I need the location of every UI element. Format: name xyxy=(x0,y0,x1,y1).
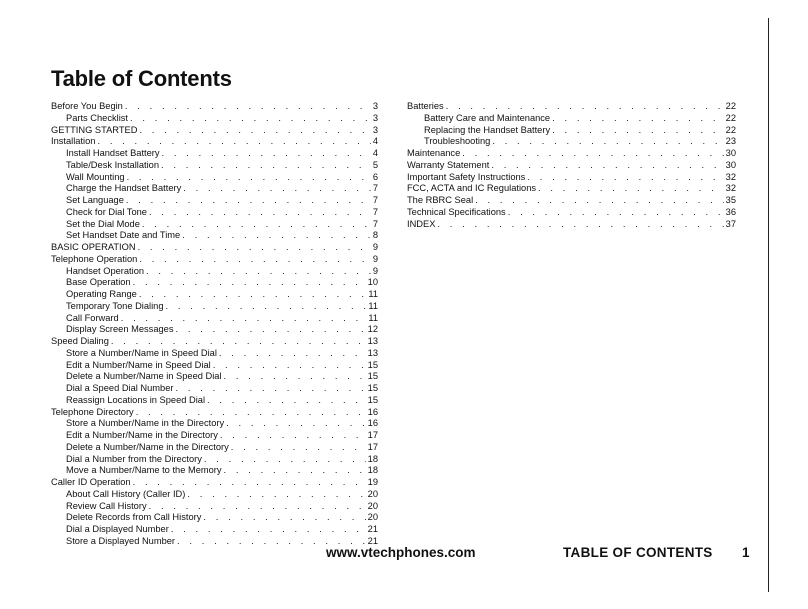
toc-entry-page: 21 xyxy=(367,535,378,546)
toc-entry[interactable] xyxy=(51,148,378,160)
toc-entry-page: 10 xyxy=(367,277,378,288)
toc-entry-page: 20 xyxy=(367,512,378,523)
toc-dot-leader xyxy=(231,442,366,454)
toc-entry-page: 32 xyxy=(725,183,736,194)
toc-entry-label: Install Handset Battery xyxy=(66,148,160,158)
toc-dot-leader xyxy=(204,454,366,466)
toc-entry[interactable] xyxy=(407,101,736,113)
toc-entry-page: 17 xyxy=(367,441,378,452)
toc-entry[interactable] xyxy=(51,207,378,219)
page-title: Table of Contents xyxy=(51,66,232,91)
toc-dot-leader xyxy=(220,430,366,442)
toc-entry-page: 19 xyxy=(367,477,378,487)
toc-entry[interactable] xyxy=(51,407,378,419)
toc-entry[interactable] xyxy=(51,289,378,301)
toc-dot-leader xyxy=(203,512,365,524)
toc-entry-page: 30 xyxy=(725,148,736,158)
toc-entry-label: Charge the Handset Battery xyxy=(66,183,182,194)
toc-entry-label: Replacing the Handset Battery xyxy=(424,124,551,135)
toc-dot-leader xyxy=(175,324,365,336)
toc-dot-leader xyxy=(552,113,724,125)
toc-entry[interactable] xyxy=(51,524,378,536)
toc-dot-leader xyxy=(139,254,371,266)
toc-entry-page: 13 xyxy=(367,336,378,346)
toc-entry-label: Review Call History xyxy=(66,500,147,511)
toc-entry-page: 35 xyxy=(725,195,736,205)
toc-entry[interactable] xyxy=(51,512,378,524)
toc-entry-label: Check for Dial Tone xyxy=(66,206,147,217)
toc-entry-page: 9 xyxy=(372,253,378,264)
toc-dot-leader xyxy=(226,418,366,430)
toc-entry-page: 9 xyxy=(372,242,378,252)
toc-dot-leader xyxy=(166,301,367,313)
toc-entry-page: 15 xyxy=(367,371,378,382)
toc-entry[interactable] xyxy=(51,489,378,501)
toc-entry-page: 30 xyxy=(725,159,736,170)
toc-entry-page: 11 xyxy=(368,289,378,299)
toc-entry-label: Delete Records from Call History xyxy=(66,512,202,523)
toc-dot-leader xyxy=(127,172,371,184)
toc-dot-leader xyxy=(111,336,366,348)
toc-entry-label: Battery Care and Maintenance xyxy=(424,112,551,123)
toc-entry-label: Delete a Number/Name in Speed Dial xyxy=(66,371,222,382)
toc-entry-label: Speed Dialing xyxy=(51,336,109,346)
footer-page-number: 1 xyxy=(742,545,750,560)
toc-dot-leader xyxy=(187,489,365,501)
footer-section-title: TABLE OF CONTENTS xyxy=(563,545,713,560)
toc-entry-page: 8 xyxy=(372,230,378,241)
toc-dot-leader xyxy=(146,266,371,278)
toc-column-right xyxy=(407,101,736,230)
toc-entry-page: 20 xyxy=(367,500,378,511)
toc-entry[interactable] xyxy=(51,383,378,395)
toc-entry-label: GETTING STARTED xyxy=(51,124,138,135)
toc-dot-leader xyxy=(136,407,366,419)
toc-entry-page: 6 xyxy=(372,171,378,182)
toc-entry-label: Store a Number/Name in Speed Dial xyxy=(66,347,217,358)
toc-entry[interactable] xyxy=(51,136,378,148)
toc-entry-page: 36 xyxy=(725,206,736,217)
toc-entry-label: About Call History (Caller ID) xyxy=(66,488,186,499)
toc-entry-page: 13 xyxy=(367,347,378,358)
toc-entry-page: 7 xyxy=(372,183,378,194)
toc-entry-page: 7 xyxy=(372,195,378,205)
toc-dot-leader xyxy=(475,195,724,207)
toc-entry-label: Dial a Speed Dial Number xyxy=(66,383,174,393)
toc-dot-leader xyxy=(183,183,371,195)
toc-entry[interactable] xyxy=(407,136,736,148)
toc-dot-leader xyxy=(219,348,366,360)
toc-entry-page: 22 xyxy=(725,124,736,135)
toc-entry-label: Store a Displayed Number xyxy=(66,535,176,546)
toc-entry-page: 3 xyxy=(372,101,378,111)
toc-entry-page: 17 xyxy=(367,430,378,440)
toc-entry[interactable] xyxy=(51,266,378,278)
toc-entry-label: Telephone Directory xyxy=(51,406,134,417)
toc-dot-leader xyxy=(133,477,366,489)
toc-entry-page: 16 xyxy=(367,406,378,417)
toc-entry-label: Call Forward xyxy=(66,312,119,323)
toc-entry[interactable] xyxy=(51,277,378,289)
toc-entry[interactable] xyxy=(51,501,378,513)
toc-entry[interactable] xyxy=(51,430,378,442)
toc-entry[interactable] xyxy=(51,183,378,195)
toc-entry[interactable] xyxy=(407,125,736,137)
toc-dot-leader xyxy=(126,195,371,207)
toc-dot-leader xyxy=(149,501,366,513)
toc-entry-label: Store a Number/Name in the Directory xyxy=(66,418,225,429)
toc-entry[interactable] xyxy=(407,219,736,231)
toc-entry[interactable] xyxy=(51,230,378,242)
toc-entry-page: 37 xyxy=(725,218,736,229)
toc-entry-label: Wall Mounting xyxy=(66,171,125,182)
toc-entry-page: 7 xyxy=(372,218,378,229)
toc-dot-leader xyxy=(139,289,367,301)
toc-entry-page: 12 xyxy=(367,324,378,335)
toc-dot-leader xyxy=(527,172,723,184)
toc-dot-leader xyxy=(175,383,365,395)
toc-entry-label: Delete a Number/Name in the Directory xyxy=(66,441,229,452)
toc-entry[interactable] xyxy=(51,418,378,430)
toc-entry-page: 11 xyxy=(368,300,378,311)
toc-entry[interactable] xyxy=(51,301,378,313)
toc-entry-label: Before You Begin xyxy=(51,101,123,111)
toc-dot-leader xyxy=(171,524,366,536)
toc-entry[interactable] xyxy=(51,348,378,360)
toc-entry[interactable] xyxy=(51,195,378,207)
toc-entry-label: Display Screen Messages xyxy=(66,324,174,335)
toc-dot-leader xyxy=(97,136,370,148)
toc-dot-leader xyxy=(139,125,370,137)
toc-dot-leader xyxy=(213,360,366,372)
toc-entry[interactable] xyxy=(51,371,378,383)
toc-entry-page: 3 xyxy=(372,124,378,135)
toc-entry[interactable] xyxy=(51,360,378,372)
toc-entry[interactable] xyxy=(51,336,378,348)
toc-entry-page: 3 xyxy=(372,112,378,123)
toc-entry-page: 16 xyxy=(367,418,378,429)
toc-entry-label: Table/Desk Installation xyxy=(66,159,160,170)
toc-entry-page: 15 xyxy=(367,383,378,393)
toc-entry-page: 5 xyxy=(372,159,378,170)
toc-entry-label: Maintenance xyxy=(407,148,461,158)
toc-entry-label: Handset Operation xyxy=(66,265,145,276)
toc-entry-label: Telephone Operation xyxy=(51,253,138,264)
toc-entry-page: 18 xyxy=(367,453,378,464)
toc-dot-leader xyxy=(224,465,366,477)
toc-dot-leader xyxy=(138,242,371,254)
toc-dot-leader xyxy=(437,219,723,231)
toc-entry-label: Temporary Tone Dialing xyxy=(66,300,164,311)
toc-entry-page: 15 xyxy=(367,359,378,370)
toc-entry-label: FCC, ACTA and IC Regulations xyxy=(407,183,537,194)
toc-entry-label: Batteries xyxy=(407,101,444,111)
toc-dot-leader xyxy=(125,101,371,113)
toc-dot-leader xyxy=(142,219,371,231)
toc-entry[interactable] xyxy=(51,324,378,336)
toc-entry-label: Dial a Displayed Number xyxy=(66,524,169,534)
toc-dot-leader xyxy=(130,113,371,125)
toc-entry-page: 22 xyxy=(725,112,736,123)
toc-entry-label: Warranty Statement xyxy=(407,159,490,170)
toc-entry-label: Parts Checklist xyxy=(66,112,128,123)
toc-dot-leader xyxy=(182,230,371,242)
toc-entry-page: 4 xyxy=(372,148,378,158)
toc-entry[interactable] xyxy=(51,172,378,184)
toc-entry-label: Set the Dial Mode xyxy=(66,218,140,229)
toc-entry-label: Operating Range xyxy=(66,289,137,299)
toc-dot-leader xyxy=(491,160,723,172)
toc-dot-leader xyxy=(121,313,367,325)
toc-entry-page: 23 xyxy=(725,136,736,147)
toc-dot-leader xyxy=(149,207,371,219)
toc-entry-page: 18 xyxy=(367,465,378,476)
toc-entry-label: Base Operation xyxy=(66,277,131,288)
toc-dot-leader xyxy=(224,371,366,383)
page-edge-divider xyxy=(768,18,769,592)
toc-entry[interactable] xyxy=(51,219,378,231)
toc-entry-label: Move a Number/Name to the Memory xyxy=(66,465,222,476)
toc-entry[interactable] xyxy=(407,207,736,219)
toc-entry[interactable] xyxy=(51,125,378,137)
toc-entry[interactable] xyxy=(407,160,736,172)
toc-entry-page: 32 xyxy=(725,171,736,182)
toc-entry-page: 22 xyxy=(725,101,736,111)
toc-dot-leader xyxy=(492,136,723,148)
toc-entry-label: Important Safety Instructions xyxy=(407,171,526,182)
toc-entry-label: Troubleshooting xyxy=(424,136,491,147)
toc-dot-leader xyxy=(162,148,371,160)
toc-entry-label: The RBRC Seal xyxy=(407,195,474,205)
toc-dot-leader xyxy=(552,125,724,137)
toc-entry[interactable] xyxy=(51,113,378,125)
toc-entry[interactable] xyxy=(51,442,378,454)
toc-entry-page: 7 xyxy=(372,206,378,217)
toc-entry[interactable] xyxy=(51,254,378,266)
toc-entry-page: 11 xyxy=(368,312,378,323)
toc-dot-leader xyxy=(446,101,724,113)
toc-entry[interactable] xyxy=(51,454,378,466)
toc-entry-label: Caller ID Operation xyxy=(51,477,131,487)
footer-url[interactable]: www.vtechphones.com xyxy=(326,545,476,560)
toc-entry-label: Set Language xyxy=(66,195,124,205)
toc-column-left xyxy=(51,101,378,548)
toc-entry[interactable] xyxy=(51,242,378,254)
toc-entry[interactable] xyxy=(407,148,736,160)
toc-entry-page: 20 xyxy=(367,488,378,499)
toc-entry[interactable] xyxy=(51,313,378,325)
toc-entry[interactable] xyxy=(51,395,378,407)
toc-entry-label: Installation xyxy=(51,136,96,147)
toc-entry[interactable] xyxy=(407,113,736,125)
toc-dot-leader xyxy=(508,207,724,219)
toc-entry-label: Set Handset Date and Time xyxy=(66,230,181,241)
toc-entry[interactable] xyxy=(51,101,378,113)
toc-dot-leader xyxy=(207,395,366,407)
toc-entry-label: Reassign Locations in Speed Dial xyxy=(66,394,206,405)
toc-entry-page: 9 xyxy=(372,265,378,276)
toc-entry[interactable] xyxy=(407,195,736,207)
toc-entry[interactable] xyxy=(407,172,736,184)
toc-entry-page: 15 xyxy=(367,394,378,405)
toc-entry-label: Edit a Number/Name in the Directory xyxy=(66,430,218,440)
toc-entry-page: 4 xyxy=(372,136,378,147)
toc-entry-label: INDEX xyxy=(407,218,436,229)
toc-entry[interactable] xyxy=(51,477,378,489)
toc-dot-leader xyxy=(133,277,366,289)
toc-entry[interactable] xyxy=(51,465,378,477)
toc-entry[interactable] xyxy=(407,183,736,195)
toc-entry-label: Dial a Number from the Directory xyxy=(66,453,202,464)
toc-dot-leader xyxy=(161,160,371,172)
toc-dot-leader xyxy=(462,148,723,160)
toc-entry-label: BASIC OPERATION xyxy=(51,242,136,252)
toc-entry[interactable] xyxy=(51,160,378,172)
toc-entry-page: 21 xyxy=(367,524,378,534)
toc-dot-leader xyxy=(538,183,724,195)
toc-entry-label: Edit a Number/Name in Speed Dial xyxy=(66,359,211,370)
toc-entry-label: Technical Specifications xyxy=(407,206,506,217)
